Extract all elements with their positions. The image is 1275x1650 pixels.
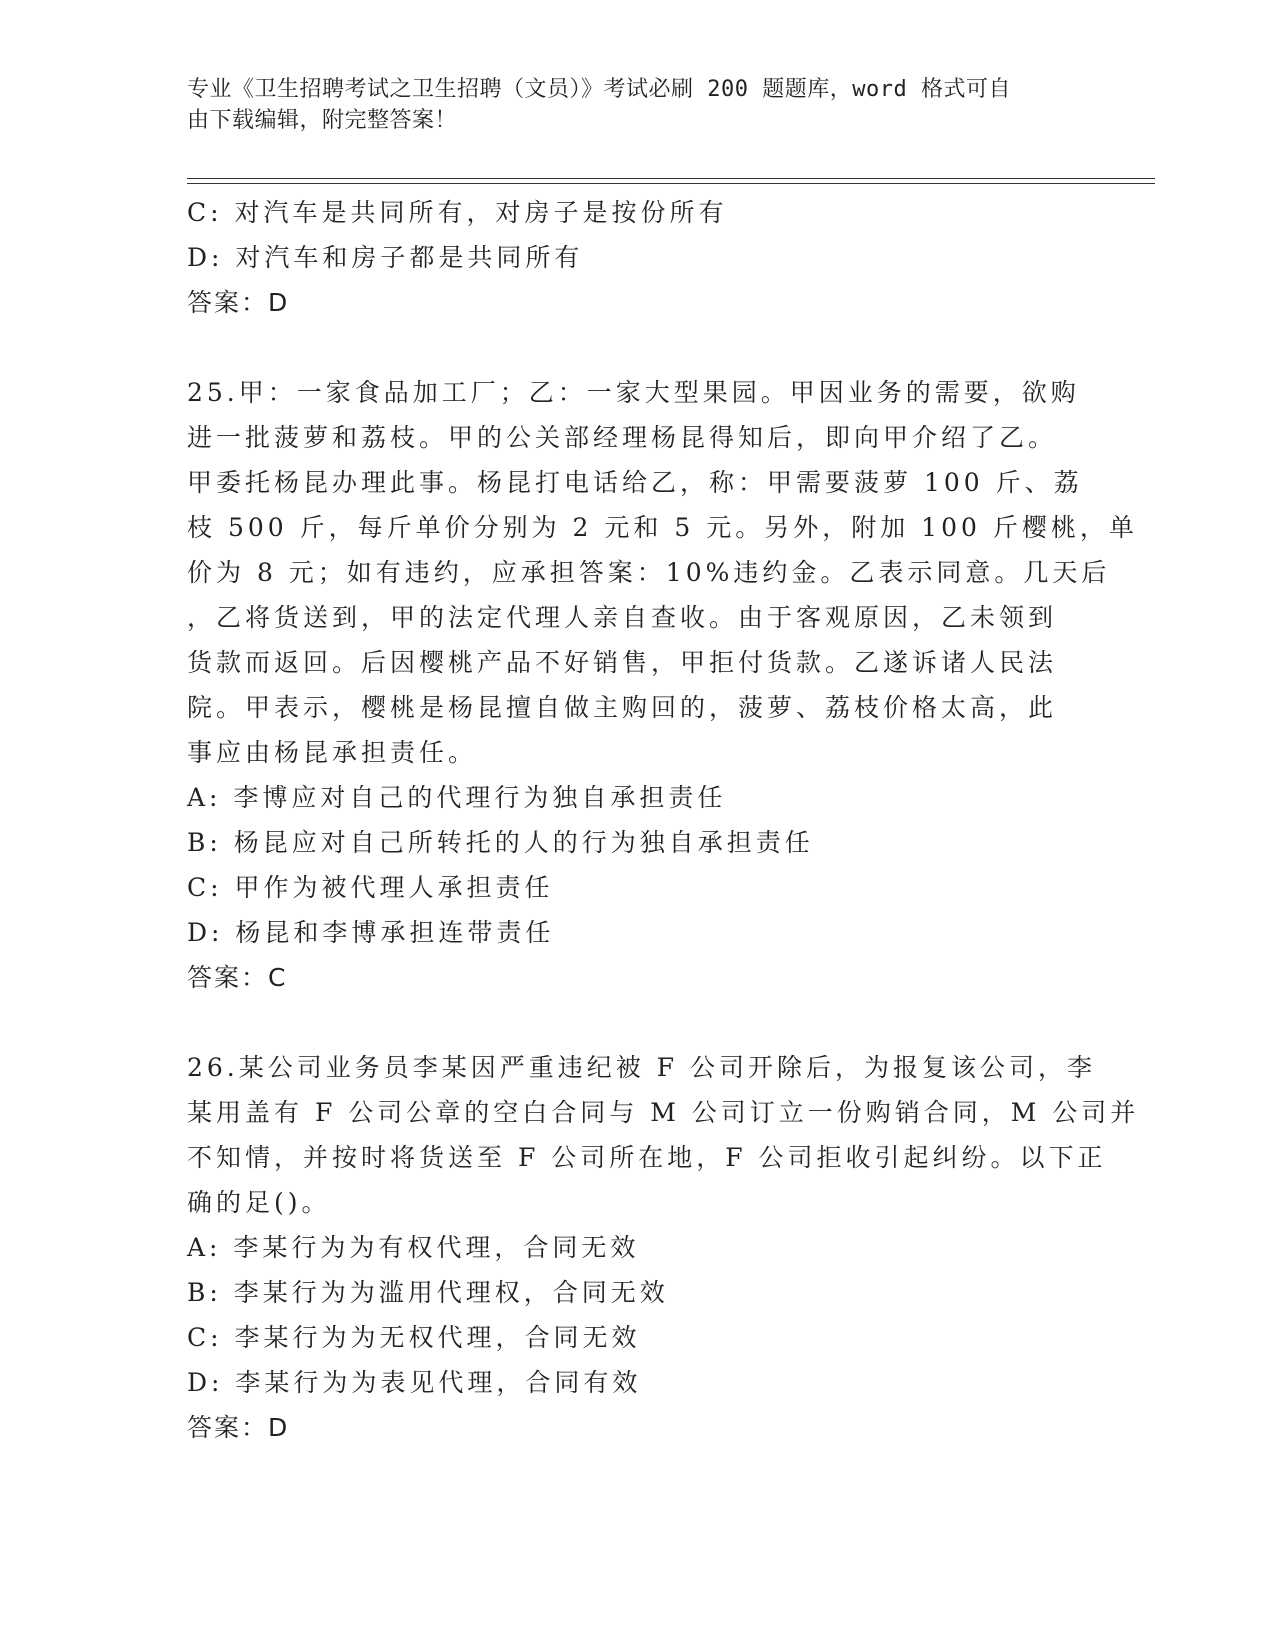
question-stem-line: 货款而返回。后因樱桃产品不好销售，甲拒付货款。乙遂诉诸人民法 [187,648,1058,677]
question-stem-line: 枝 500 斤，每斤单价分别为 2 元和 5 元。另外，附加 100 斤樱桃，单 [187,513,1138,542]
question-stem-line: 价为 8 元；如有违约，应承担答案：10%违约金。乙表示同意。几天后 [187,558,1111,587]
spacer [187,1000,1107,1045]
answer-line: 答案：D [187,1413,290,1442]
question-stem-line: 26.某公司业务员李某因严重违纪被 F 公司开除后，为报复该公司，李 [187,1053,1097,1082]
option-a: A: 李博应对自己的代理行为独自承担责任 [187,783,727,812]
option-b: B: 李某行为为滥用代理权，合同无效 [187,1278,669,1307]
answer-line: 答案：C [187,963,288,992]
header-divider-bottom [187,183,1155,184]
option-c: C: 对汽车是共同所有，对房子是按份所有 [187,198,728,227]
header-line-2: 由下载编辑，附完整答案！ [187,108,458,133]
option-d: D: 对汽车和房子都是共同所有 [187,243,584,272]
question-stem-line: 进一批菠萝和荔枝。甲的公关部经理杨昆得知后，即向甲介绍了乙。 [187,423,1058,452]
option-c: C: 甲作为被代理人承担责任 [187,873,554,902]
previous-question-tail [187,190,1107,325]
page-header [187,74,1067,136]
question-stem-line: 事应由杨昆承担责任。 [187,738,478,767]
header-line-1: 专业《卫生招聘考试之卫生招聘（文员）》考试必刷 200 题题库，word 格式可自 [187,77,1011,102]
option-c: C: 李某行为为无权代理，合同无效 [187,1323,641,1352]
question-26 [187,1045,1140,1450]
option-b: B: 杨昆应对自己所转托的人的行为独自承担责任 [187,828,814,857]
question-stem-line: 不知情，并按时将货送至 F 公司所在地，F 公司拒收引起纠纷。以下正 [187,1143,1107,1172]
option-a: A: 李某行为为有权代理，合同无效 [187,1233,640,1262]
question-stem-line: ，乙将货送到，甲的法定代理人亲自查收。由于客观原因，乙未领到 [187,603,1058,632]
option-d: D: 李某行为为表见代理，合同有效 [187,1368,642,1397]
question-25 [187,370,1138,1000]
question-stem-line: 25.甲：一家食品加工厂；乙：一家大型果园。甲因业务的需要，欲购 [187,378,1080,407]
option-d: D: 杨昆和李博承担连带责任 [187,918,555,947]
header-divider-top [187,178,1155,179]
question-stem-line: 院。甲表示，樱桃是杨昆擅自做主购回的，菠萝、荔枝价格太高，此 [187,693,1058,722]
question-stem-line: 某用盖有 F 公司公章的空白合同与 M 公司订立一份购销合同，M 公司并 [187,1098,1140,1127]
spacer [187,325,1107,370]
answer-line: 答案：D [187,288,290,317]
question-stem-line: 甲委托杨昆办理此事。杨昆打电话给乙，称：甲需要菠萝 100 斤、荔 [187,468,1083,497]
question-stem-line: 确的足()。 [187,1188,331,1217]
document-body [187,190,1140,1450]
